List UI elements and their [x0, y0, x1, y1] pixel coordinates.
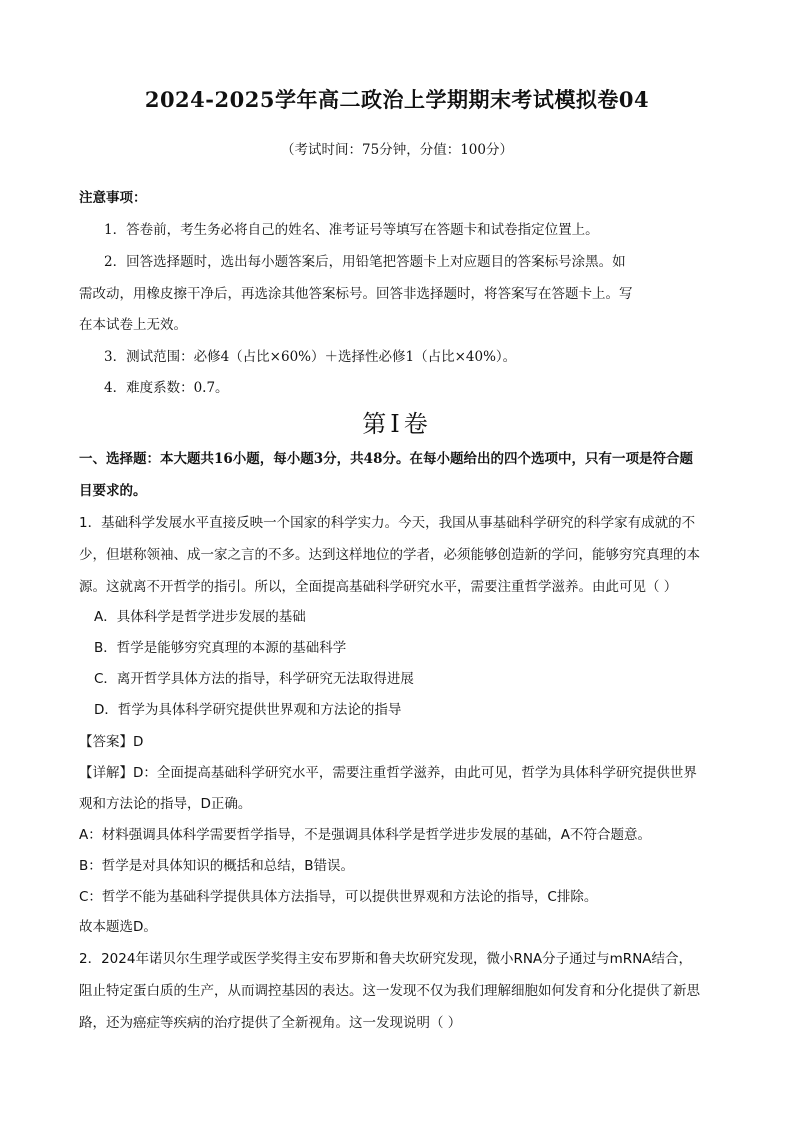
notice-item-3: 3．测试范围：必修4（占比×60%）＋选择性必修1（占比×40%）。: [104, 349, 517, 365]
exam-duration-info: （考试时间：75分钟，分值：100分）: [281, 142, 513, 158]
question-1-conclusion: 故本题选D。: [79, 919, 157, 935]
question-1-stem-line: 少，但堪称领袖、成一家之言的不多。达到这样地位的学者，必须能够创造新的学问，能够穷究真理的本: [79, 547, 700, 563]
question-1-analysis: 【详解】D：全面提高基础科学研究水平，需要注重哲学滋养，由此可见，哲学为具体科学研究提供世界: [79, 765, 697, 781]
part-title: 第Ⅰ卷: [362, 410, 432, 438]
notice-item-1: 1．答卷前，考生务必将自己的姓名、准考证号等填写在答题卡和试卷指定位置上。: [104, 222, 599, 238]
page-title: 2024-2025学年高二政治上学期期末考试模拟卷04: [144, 87, 650, 112]
notice-item-2: 2．回答选择题时，选出每小题答案后，用铅笔把答题卡上对应题目的答案标号涂黑。如: [104, 254, 626, 270]
question-1-option-a: A．具体科学是哲学进步发展的基础: [94, 609, 306, 625]
question-1-analysis-a: A：材料强调具体科学需要哲学指导，不是强调具体科学是哲学进步发展的基础，A不符合题意。: [79, 827, 651, 843]
notice-heading: 注意事项：: [79, 190, 147, 206]
question-1-option-c: C．离开哲学具体方法的指导，科学研究无法取得进展: [94, 671, 414, 687]
question-2-stem: 2．2024年诺贝尔生理学或医学奖得主安布罗斯和鲁夫坎研究发现，微小RNA分子通过与mRNA结合，: [79, 951, 693, 967]
notice-item-2-end: 在本试卷上无效。: [79, 317, 187, 333]
section-heading-cont: 目要求的。: [79, 483, 147, 499]
question-1-stem: 1．基础科学发展水平直接反映一个国家的科学实力。今天，我国从事基础科学研究的科学家有成就的不: [79, 515, 696, 531]
question-1-option-b: B．哲学是能够穷究真理的本源的基础科学: [94, 640, 347, 656]
question-1-stem-line: 源。这就离不开哲学的指引。所以，全面提高基础科学研究水平，需要注重哲学滋养。由此可见（ ）: [79, 579, 678, 595]
notice-item-2-cont: 需改动，用橡皮擦干净后，再选涂其他答案标号。回答非选择题时，将答案写在答题卡上。写: [79, 286, 633, 302]
question-2-stem-line: 路，还为癌症等疾病的治疗提供了全新视角。这一发现说明（ ）: [79, 1015, 462, 1031]
question-2-stem-line: 阻止特定蛋白质的生产，从而调控基因的表达。这一发现不仅为我们理解细胞如何发育和分化提供了新思: [79, 983, 700, 999]
question-1-analysis-b: B：哲学是对具体知识的概括和总结，B错误。: [79, 858, 355, 874]
question-1-answer: 【答案】D: [79, 734, 144, 750]
notice-item-4: 4．难度系数：0.7。: [104, 380, 229, 396]
question-1-analysis-c: C：哲学不能为基础科学提供具体方法指导，可以提供世界观和方法论的指导，C排除。: [79, 889, 598, 905]
section-heading: 一、选择题：本大题共16小题，每小题3分，共48分。在每小题给出的四个选项中，只有一项是符合题: [79, 451, 693, 467]
question-1-option-d: D．哲学为具体科学研究提供世界观和方法论的指导: [94, 702, 402, 718]
question-1-analysis-line: 观和方法论的指导，D正确。: [79, 796, 252, 812]
